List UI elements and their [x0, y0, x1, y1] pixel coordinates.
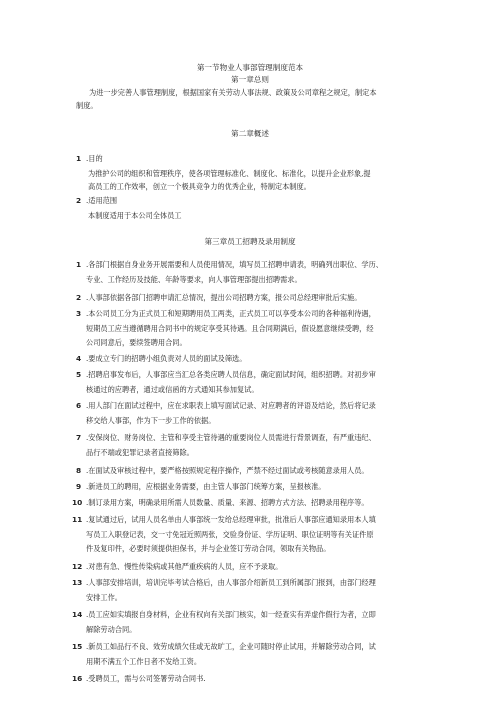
item-line: .在面试及审核过程中，要严格按照规定程序操作，严禁不经过面试或考核随意录用人员。: [86, 466, 369, 475]
item-text: [86, 560, 432, 575]
item-line: 写员工入职登记表，交一寸免冠近照两张，交验身份证、学历证明、职位证明等有关证件原: [86, 529, 374, 539]
item-number: 4: [76, 354, 82, 363]
item-line: .对患有急、慢性传染病或其他严重疾病的人员，应不予录取。: [86, 562, 283, 571]
item-text: [86, 640, 432, 669]
item-line: .人事部安排培训，培训完毕考试合格后，由人事部介绍新员工到所属部门报到，由部门经理: [86, 578, 376, 587]
item-line: 专业、工作经历及技能、年龄等要求，向人事管理部提出招聘需求。: [86, 274, 302, 284]
item-line: 核通过的应聘者，通过或信函的方式通知其参加复试。: [86, 384, 259, 394]
item-text: [86, 480, 432, 495]
item-line: .人事部依据各部门招聘申请汇总情况，提出公司招聘方案，报公司总经理审批后实施。: [86, 293, 362, 302]
chapter2-section-1-body: [88, 167, 444, 193]
chapter-2-heading: 第二章概述: [231, 129, 269, 138]
item-line: .新员工如品行不良、效劳成绩欠佳或无故旷工，企业可随时停止试用，并解除劳动合同，试: [86, 642, 376, 651]
chapter-1-heading: 第一章总则: [231, 75, 269, 84]
section-line: 高员工的工作效率，创立一个极具竞争力的优秀企业，特制定本制度。: [88, 182, 311, 191]
item-number: 2: [76, 293, 82, 302]
item-text: [86, 431, 432, 460]
item-line: .新进员工的聘用，应根据业务需要，由主管人事部门统筹方案，呈报核准。: [86, 482, 326, 491]
item-line: .受聘员工，需与公司签署劳动合同书.: [86, 674, 206, 683]
item-number: 10: [72, 498, 83, 507]
item-line: 件及复印件，必要时须提供担保书，并与企业签订劳动合同，领取有关物品。: [86, 544, 331, 554]
item-text: [86, 258, 432, 287]
item-text: [86, 352, 432, 367]
item-text: [86, 464, 432, 479]
item-text: [86, 399, 432, 428]
intro-line-1: 为进一步完善人事管理制度，根据国家有关劳动人事法规、政策及公司章程之规定，制定本: [89, 88, 377, 97]
chapter-3-heading: 第三章员工招聘及录用制度: [204, 237, 296, 246]
item-number: 7: [76, 433, 82, 442]
section-number: 1: [76, 154, 82, 163]
item-number: 14: [72, 610, 83, 619]
item-line: 移交给人事部，作为下一步工作的依据。: [86, 415, 216, 425]
item-number: 6: [76, 401, 82, 410]
item-number: 12: [72, 562, 83, 571]
item-line: .安保岗位、财务岗位、主管和享受主管待遇的重要岗位人员需进行背景调查，有严重违纪、: [86, 433, 376, 442]
item-text: [86, 368, 432, 397]
section-number: 2: [76, 196, 82, 205]
item-text: [86, 608, 432, 637]
item-line: .用人部门在面试过程中，应在求职表上填写面试记录、对应聘者的评语及结论，然后将记录: [86, 401, 376, 410]
item-text: [86, 307, 432, 351]
item-number: 9: [76, 482, 82, 491]
item-line: .复试通过后，试用人员名单由人事部统一发给总经理审批，批准后人事部应通知录用本人填: [86, 515, 376, 524]
item-text: [86, 291, 432, 306]
item-line: .各部门根据自身业务开展需要和人员使用情况，填写员工招聘申请表，明确列出职位、学历、: [86, 260, 383, 269]
item-line: .招聘启事发布后，人事部应当汇总各类应聘人员信息，确定面试时间，组织招聘。对初步审: [86, 370, 376, 379]
item-number: 11: [72, 515, 83, 524]
item-line: .制订录用方案，明确录用所需人员数量、质量、来源、招聘方式方法、招聘录用程序等。: [86, 498, 369, 507]
section-line: 本制度适用于本公司全体员工: [88, 211, 182, 220]
item-line: 公司同意后，要续签聘用合同。: [86, 338, 187, 348]
item-text: [86, 576, 432, 605]
item-number: 13: [72, 578, 83, 587]
item-number: 8: [76, 466, 82, 475]
item-number: 16: [72, 674, 83, 683]
item-number: 15: [72, 642, 83, 651]
item-text: [86, 672, 432, 687]
item-line: 安排工作。: [86, 592, 122, 602]
intro-line-2: 制度。: [76, 101, 98, 110]
item-text: [86, 496, 432, 511]
section-label: .目的: [86, 154, 103, 163]
item-number: 5: [76, 370, 82, 379]
section-label: .适用范围: [86, 196, 118, 205]
item-line: 用期不满五个工作日者不发给工资。: [86, 656, 202, 666]
item-line: .要成立专门的招聘小组负责对人员的面试及筛选。: [86, 354, 247, 363]
item-line: .员工应如实填报自身材料，企业有权向有关部门核实，如一经查实有弄虚作假行为者，立即: [86, 610, 376, 619]
item-number: 3: [76, 309, 82, 318]
item-line: 品行不端或犯罪记录者直接筛除。: [86, 447, 194, 457]
section-line: 为推护公司的组织和管理秩序，使各项管理标准化、制度化、标准化，以提升企业形象,提: [88, 169, 371, 178]
chapter2-section-2-body: [88, 209, 444, 224]
intro-paragraph: [76, 86, 436, 112]
item-line: 解除劳动合同。: [86, 624, 137, 634]
item-number: 1: [76, 260, 82, 269]
item-line: .本公司员工分为正式员工和短期聘用员工两类，正式员工可以享受本公司的各种福利待遇，: [86, 309, 376, 318]
document-title: 第一节物业人事部管理制度范本: [196, 63, 304, 72]
item-line: 短期员工应当遵循聘用合同书中的规定享受其待遇。且合同期满后，假设愿意继续受聘，经: [86, 323, 374, 333]
item-text: [86, 513, 432, 557]
